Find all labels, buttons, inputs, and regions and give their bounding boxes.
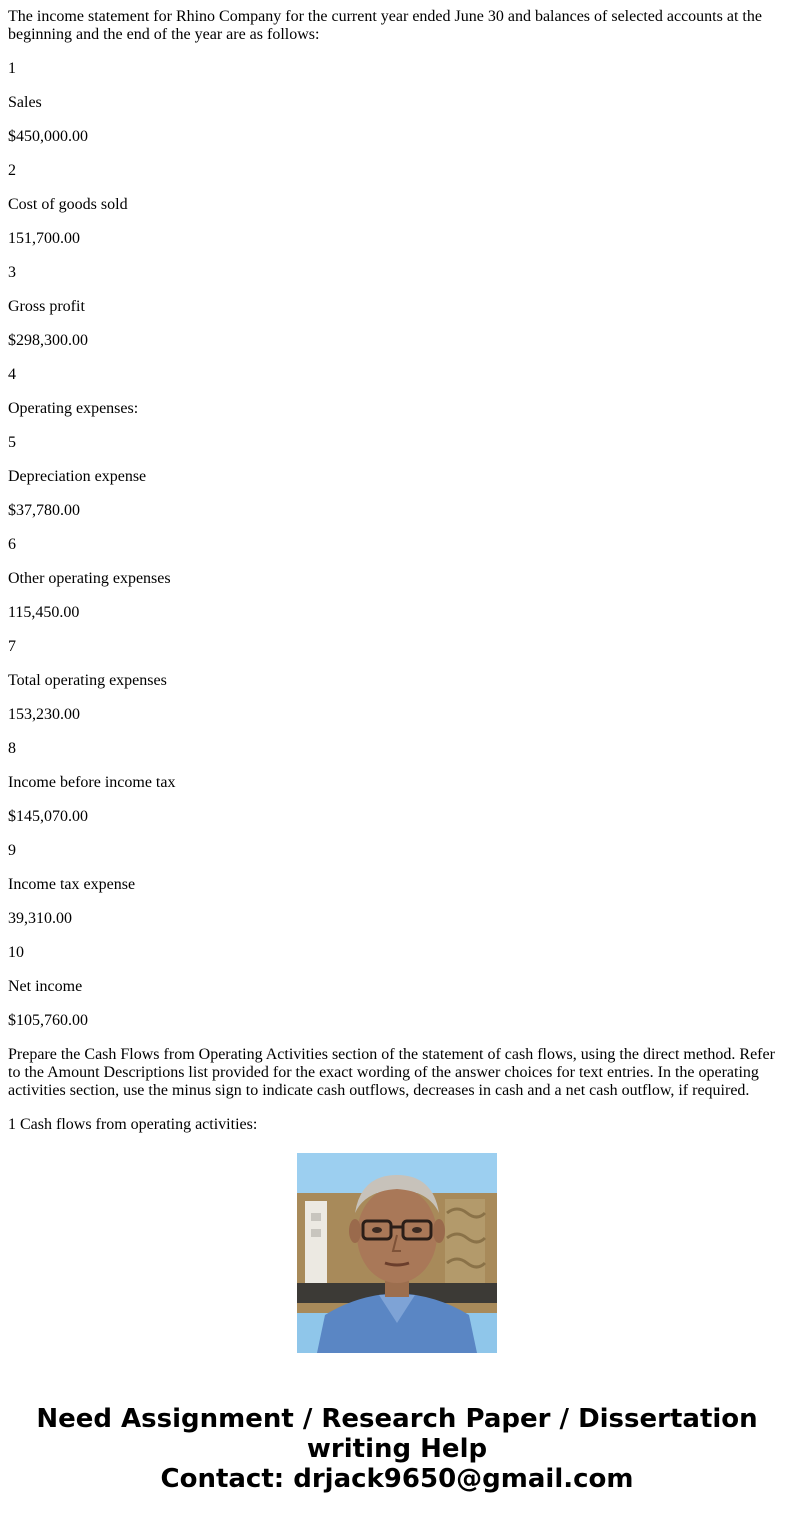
promo-line-1: Need Assignment / Research Paper / Dissertation bbox=[36, 1404, 758, 1434]
row-10-number: 10 bbox=[8, 944, 24, 961]
document-body bbox=[8, 8, 786, 1133]
row-8-label: Income before income tax bbox=[8, 774, 176, 791]
promo-contact-line: Contact: drjack9650@gmail.com bbox=[160, 1464, 634, 1494]
row-10-label: Net income bbox=[8, 978, 83, 995]
promo-banner bbox=[0, 1404, 794, 1494]
row-6-number: 6 bbox=[8, 536, 16, 553]
row-1-label: Sales bbox=[8, 94, 42, 111]
row-9-label: Income tax expense bbox=[8, 876, 136, 893]
row-5-label: Depreciation expense bbox=[8, 468, 147, 485]
cash-flows-heading-partial: 1 Cash flows from operating activities: bbox=[8, 1116, 258, 1133]
instructions-paragraph: Prepare the Cash Flows from Operating Activities section of the statement of cash flows, using the direct method. Refer to the Amount Descriptions list provided for the exact wording of the answer choices for text entries. In the operating activities section, use the minus sign to indicate cash outflows, decreases in cash and a net cash outflow, if required. bbox=[8, 1046, 775, 1099]
row-3-number: 3 bbox=[8, 264, 16, 281]
row-4-label: Operating expenses: bbox=[8, 400, 139, 417]
row-7-amount: 153,230.00 bbox=[8, 706, 80, 723]
row-5-amount: $37,780.00 bbox=[8, 502, 80, 519]
row-5-number: 5 bbox=[8, 434, 16, 451]
row-8-amount: $145,070.00 bbox=[8, 808, 88, 825]
row-8-number: 8 bbox=[8, 740, 16, 757]
row-1-amount: $450,000.00 bbox=[8, 128, 88, 145]
intro-paragraph: The income statement for Rhino Company for the current year ended June 30 and balances of selected accounts at the beginning and the end of the year are as follows: bbox=[8, 8, 762, 43]
row-6-label: Other operating expenses bbox=[8, 570, 171, 587]
income-statement bbox=[8, 60, 786, 1030]
author-portrait-image bbox=[297, 1153, 497, 1353]
row-3-label: Gross profit bbox=[8, 298, 85, 315]
promo-line-2: writing Help bbox=[306, 1434, 488, 1464]
row-3-amount: $298,300.00 bbox=[8, 332, 88, 349]
row-1-number: 1 bbox=[8, 60, 16, 77]
row-2-label: Cost of goods sold bbox=[8, 196, 128, 213]
row-7-number: 7 bbox=[8, 638, 16, 655]
row-2-number: 2 bbox=[8, 162, 16, 179]
row-10-amount: $105,760.00 bbox=[8, 1012, 88, 1029]
row-6-amount: 115,450.00 bbox=[8, 604, 80, 621]
author-avatar bbox=[297, 1153, 497, 1353]
row-9-number: 9 bbox=[8, 842, 16, 859]
row-2-amount: 151,700.00 bbox=[8, 230, 80, 247]
row-4-number: 4 bbox=[8, 366, 16, 383]
row-9-amount: 39,310.00 bbox=[8, 910, 72, 927]
row-7-label: Total operating expenses bbox=[8, 672, 167, 689]
